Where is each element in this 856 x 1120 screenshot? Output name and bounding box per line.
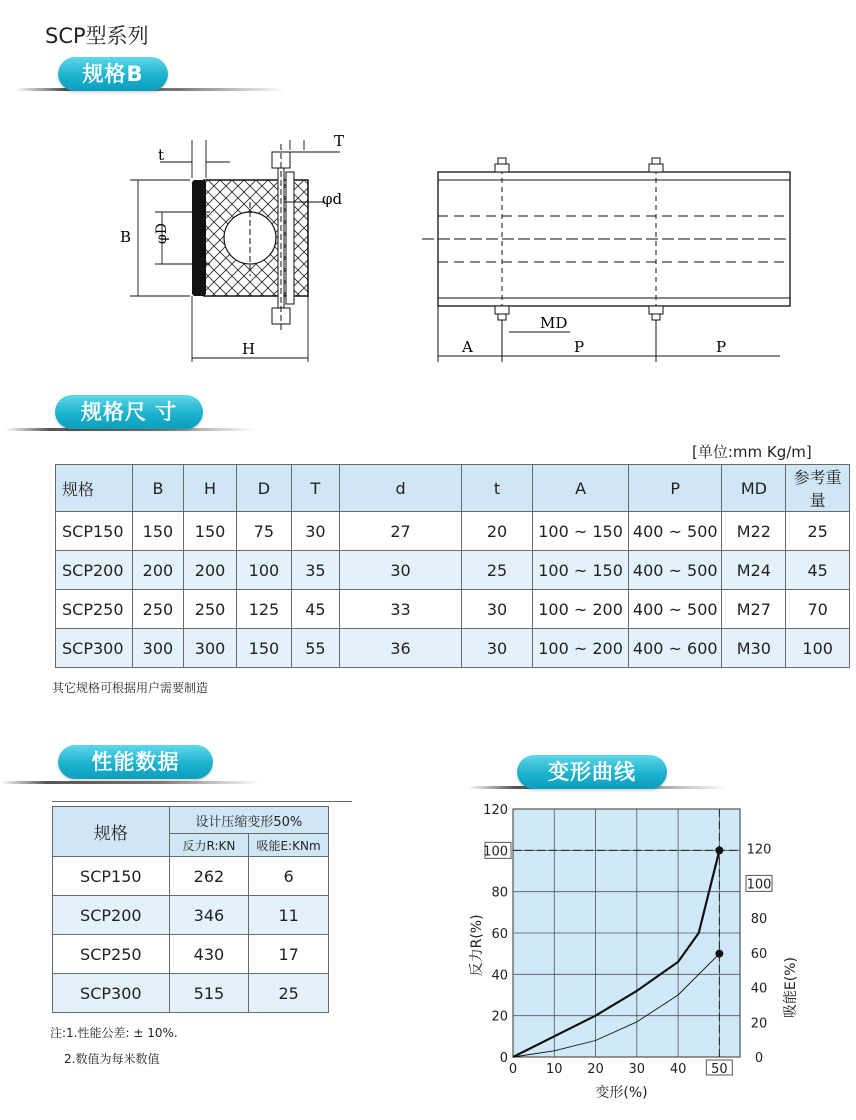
dim-label-phi-D: φD — [154, 222, 170, 244]
table-cell: 33 — [340, 590, 462, 629]
x-tick-label: 40 — [669, 1062, 687, 1077]
x-tick-label: 30 — [628, 1062, 646, 1077]
table-cell: M30 — [722, 629, 786, 668]
y2-tick-label: 100 — [746, 877, 772, 893]
y2-tick-label: 120 — [746, 842, 772, 858]
section-tab-performance: 性能数据 — [58, 745, 213, 779]
col-header: T — [291, 465, 339, 512]
table-cell: 250 — [132, 590, 183, 629]
table-cell: 300 — [132, 629, 183, 668]
table-cell: SCP300 — [53, 974, 170, 1013]
y2-tick-label: 20 — [750, 1016, 768, 1032]
y-tick-label: 120 — [483, 803, 508, 818]
table-cell: SCP250 — [53, 935, 170, 974]
fender-cross-section — [192, 144, 308, 332]
spec-footnote: 其它规格可根据用户需要制造 — [52, 681, 209, 695]
table-cell: M22 — [722, 512, 786, 551]
table-cell: 400 ~ 500 — [629, 551, 722, 590]
table-cell: 100 ~ 150 — [533, 551, 629, 590]
perf-header-spec: 规格 — [53, 807, 170, 857]
table-cell: 45 — [786, 551, 850, 590]
table-cell: 70 — [786, 590, 850, 629]
y2-tick-label: 40 — [750, 981, 768, 997]
perf-header-r: 反力R:KN — [169, 834, 249, 857]
table-cell: SCP300 — [56, 629, 133, 668]
col-header: 参考重量 — [786, 465, 850, 512]
perf-note-2: 2.数值为每米数值 — [64, 1052, 160, 1066]
table-row — [56, 590, 850, 629]
table-cell: 35 — [291, 551, 339, 590]
table-cell: SCP250 — [56, 590, 133, 629]
dim-label-phi-d: φd — [322, 190, 343, 208]
table-cell: 400 ~ 600 — [629, 629, 722, 668]
section-tab-curve: 变形曲线 — [517, 755, 667, 789]
table-cell: 25 — [786, 512, 850, 551]
section-tab-dimensions: 规格尺 寸 — [55, 395, 203, 429]
y-tick-label: 100 — [483, 844, 508, 860]
dim-label-T: T — [334, 132, 345, 150]
y-tick-label: 60 — [491, 927, 508, 942]
table-cell: 25 — [249, 974, 329, 1013]
col-header: t — [462, 465, 533, 512]
table-cell: 27 — [340, 512, 462, 551]
table-row — [56, 551, 850, 590]
table-cell: 6 — [249, 857, 329, 896]
table-row — [53, 857, 329, 896]
table-cell: 150 — [184, 512, 237, 551]
table-cell: 11 — [249, 896, 329, 935]
x-tick-label: 50 — [711, 1062, 728, 1077]
table-cell: 200 — [184, 551, 237, 590]
y2-tick-label: 0 — [754, 1051, 764, 1066]
table-cell: 262 — [169, 857, 249, 896]
section-underline — [0, 781, 260, 784]
col-header: d — [340, 465, 462, 512]
dim-label-H: H — [242, 340, 256, 358]
y-axis-label: 反力R(%) — [469, 914, 485, 977]
table-cell: 100 — [237, 551, 292, 590]
table-cell: SCP150 — [56, 512, 133, 551]
dim-label-P1: P — [574, 338, 585, 356]
x-tick-label: 0 — [508, 1062, 518, 1077]
table-row — [53, 974, 329, 1013]
dim-label-B: B — [120, 228, 132, 246]
perf-header-group: 设计压缩变形50% — [169, 807, 328, 834]
table-cell: 346 — [169, 896, 249, 935]
table-row — [53, 935, 329, 974]
table-cell: SCP150 — [53, 857, 170, 896]
end-point — [715, 846, 723, 854]
table-row — [53, 896, 329, 935]
table-cell: 400 ~ 500 — [629, 590, 722, 629]
y2-tick-label: 80 — [750, 912, 768, 928]
table-cell: SCP200 — [56, 551, 133, 590]
table-cell: 430 — [169, 935, 249, 974]
x-axis-label: 变形(%) — [595, 1085, 648, 1101]
table-cell: M27 — [722, 590, 786, 629]
y2-tick-label: 60 — [750, 946, 768, 962]
dim-label-t: t — [158, 146, 165, 164]
table-cell: 25 — [462, 551, 533, 590]
table-cell: 36 — [340, 629, 462, 668]
table-cell: 55 — [291, 629, 339, 668]
table-cell: 150 — [237, 629, 292, 668]
spec-table — [55, 464, 850, 668]
table-cell: 100 — [786, 629, 850, 668]
dim-label-MD: MD — [540, 314, 568, 332]
table-cell: 30 — [340, 551, 462, 590]
perf-header-e: 吸能E:KNm — [249, 834, 329, 857]
col-header: 规格 — [56, 465, 133, 512]
performance-table — [52, 806, 329, 1013]
table-cell: SCP200 — [53, 896, 170, 935]
divider — [52, 801, 352, 802]
table-cell: 125 — [237, 590, 292, 629]
y-tick-label: 40 — [491, 968, 508, 984]
table-cell: 30 — [462, 590, 533, 629]
x-tick-label: 10 — [545, 1062, 563, 1077]
y-tick-label: 20 — [491, 1009, 508, 1025]
col-header: P — [629, 465, 722, 512]
table-cell: 45 — [291, 590, 339, 629]
facing-plate — [192, 180, 206, 296]
table-row — [56, 629, 850, 668]
unit-label: [单位:mm Kg/m] — [692, 443, 812, 461]
y2-axis-label: 吸能E(%) — [783, 957, 799, 1019]
y-tick-label: 0 — [499, 1051, 508, 1066]
table-cell: 100 ~ 200 — [533, 629, 629, 668]
table-cell: 30 — [291, 512, 339, 551]
perf-note-1: 注:1.性能公差: ± 10%. — [50, 1026, 178, 1040]
deformation-chart — [460, 795, 820, 1110]
table-cell: 100 ~ 150 — [533, 512, 629, 551]
series-title: SCP型系列 — [45, 24, 149, 48]
spec-table-header — [56, 465, 850, 512]
table-cell: 100 ~ 200 — [533, 590, 629, 629]
table-cell: 75 — [237, 512, 292, 551]
table-cell: 515 — [169, 974, 249, 1013]
col-header: H — [184, 465, 237, 512]
table-cell: 17 — [249, 935, 329, 974]
table-cell: 200 — [132, 551, 183, 590]
technical-drawing — [100, 120, 800, 380]
table-cell: 20 — [462, 512, 533, 551]
y-tick-label: 80 — [491, 885, 508, 901]
table-cell: 400 ~ 500 — [629, 512, 722, 551]
col-header: D — [237, 465, 292, 512]
fender-side-view — [422, 158, 790, 362]
table-cell: M24 — [722, 551, 786, 590]
end-point — [715, 950, 723, 958]
table-cell: 250 — [184, 590, 237, 629]
col-header: MD — [722, 465, 786, 512]
section-tab-spec-b: 规格B — [58, 57, 168, 91]
col-header: A — [533, 465, 629, 512]
table-cell: 300 — [184, 629, 237, 668]
table-row — [56, 512, 850, 551]
dim-label-P2: P — [716, 338, 727, 356]
dim-label-A: A — [462, 338, 473, 356]
table-cell: 30 — [462, 629, 533, 668]
table-cell: 150 — [132, 512, 183, 551]
col-header: B — [132, 465, 183, 512]
x-tick-label: 20 — [587, 1062, 604, 1077]
